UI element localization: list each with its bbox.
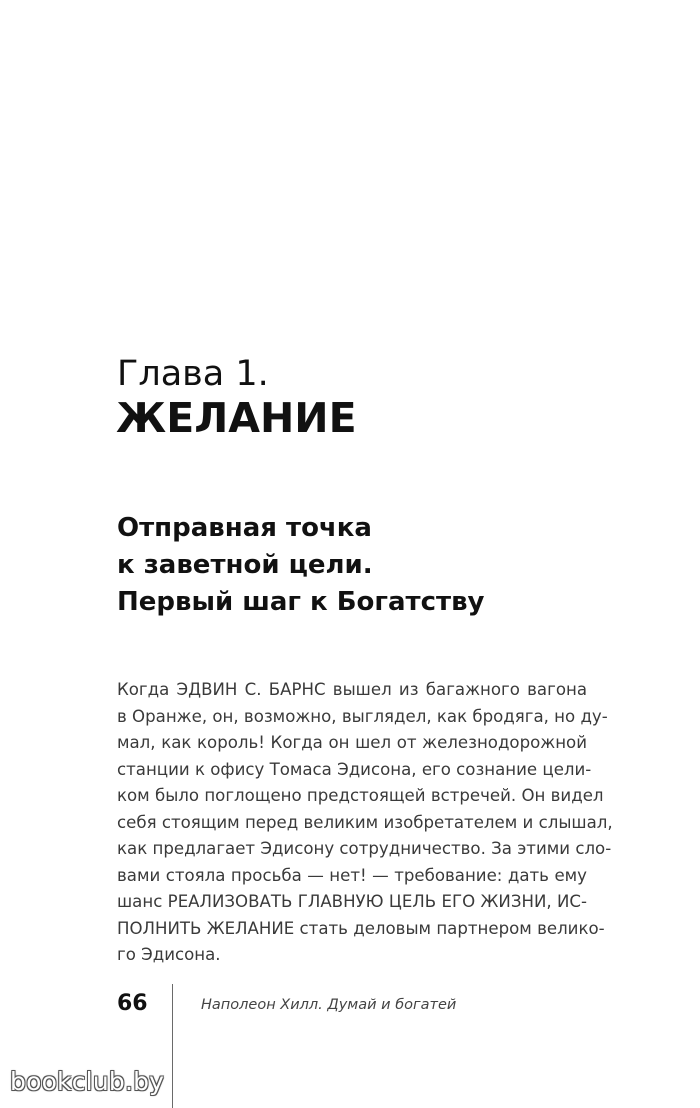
- body-line: себя стоящим перед великим изобретателем и слышал,: [117, 812, 613, 832]
- body-line: ПОЛНИТЬ ЖЕЛАНИЕ стать деловым партнером велико-: [117, 918, 605, 938]
- footer-divider: [172, 984, 173, 1108]
- page-number: 66: [117, 991, 148, 1016]
- body-line: в Оранже, он, возможно, выглядел, как бродяга, но ду-: [117, 706, 608, 726]
- body-line: ком было поглощено предстоящей встречей. Он видел: [117, 786, 604, 805]
- body-line: вами стояла просьба — нет! — требование: дать ему: [117, 865, 587, 885]
- subtitle-line: Первый шаг к Богатству: [117, 587, 485, 617]
- body-line: Когда ЭДВИН С. БАРНС вышел из багажного вагона: [117, 680, 587, 699]
- body-line: станции к офису Томаса Эдисона, его сознание цели-: [117, 759, 592, 779]
- body-line: го Эдисона.: [117, 945, 221, 964]
- running-footer: Наполеон Хилл. Думай и богатей: [201, 997, 457, 1013]
- chapter-label: Глава 1.: [117, 354, 269, 394]
- chapter-title: ЖЕЛАНИЕ: [116, 394, 357, 442]
- body-line: как предлагает Эдисону сотрудничество. За этими сло-: [117, 839, 612, 858]
- body-line: мал, как король! Когда он шел от железнодорожной: [117, 733, 587, 752]
- chapter-subtitle: [117, 510, 637, 621]
- subtitle-line: Отправная точка: [117, 513, 372, 543]
- subtitle-line: к заветной цели.: [117, 550, 373, 580]
- body-line: шанс РЕАЛИЗОВАТЬ ГЛАВНУЮ ЦЕЛЬ ЕГО ЖИЗНИ, ИС-: [117, 892, 587, 911]
- body-paragraph: [117, 677, 613, 969]
- watermark-logo: bookclub.by: [10, 1067, 165, 1096]
